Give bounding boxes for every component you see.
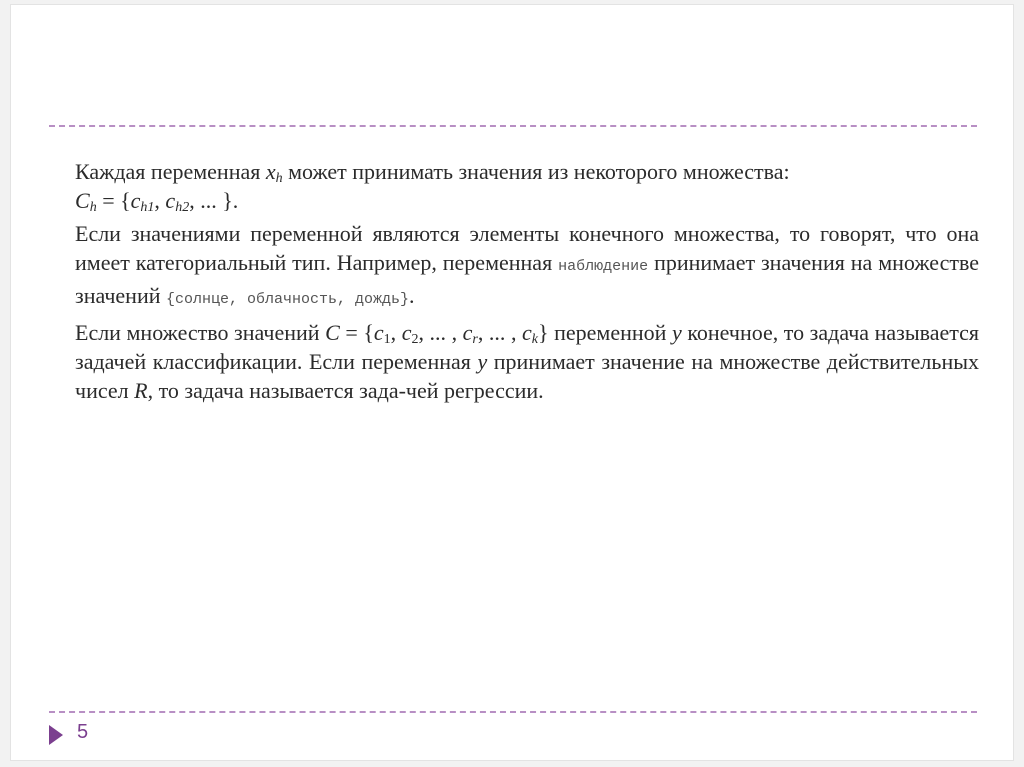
code-value-set: {солнце, облачность, дождь} — [166, 291, 410, 308]
formula-value-set: $C_h = \{c_{h1}$, $c_{h2}$, ... }. — [75, 188, 239, 215]
paragraph-variable-values: Каждая переменная $x_h$ может принимать значения из некоторого множества: — [75, 159, 790, 186]
top-divider — [49, 125, 977, 127]
play-arrow-icon — [49, 725, 63, 745]
code-variable-name: наблюдение — [558, 258, 649, 275]
paragraph-categorical-type: Если значениями переменной являются элементы конечного множества, то говорят, что она имеет категориальный тип. Например, переменная наблюдение принимает значения на множестве значений {солнце, облачность, дождь}. — [75, 221, 979, 308]
slide — [10, 4, 1014, 761]
paragraph-classification-regression: Если множество значений $C = \{c_1$, $c_2$, ... , $c_r$, ... , $c_k$} переменной y конечное, то задача называется задачей классификации. Если переменная y принимает значение на множестве действительных чисел R, то задача называется зада-чей регрессии. — [75, 320, 980, 403]
bottom-divider — [49, 711, 977, 713]
page-number: 5 — [77, 721, 89, 743]
slide-body — [75, 157, 979, 405]
